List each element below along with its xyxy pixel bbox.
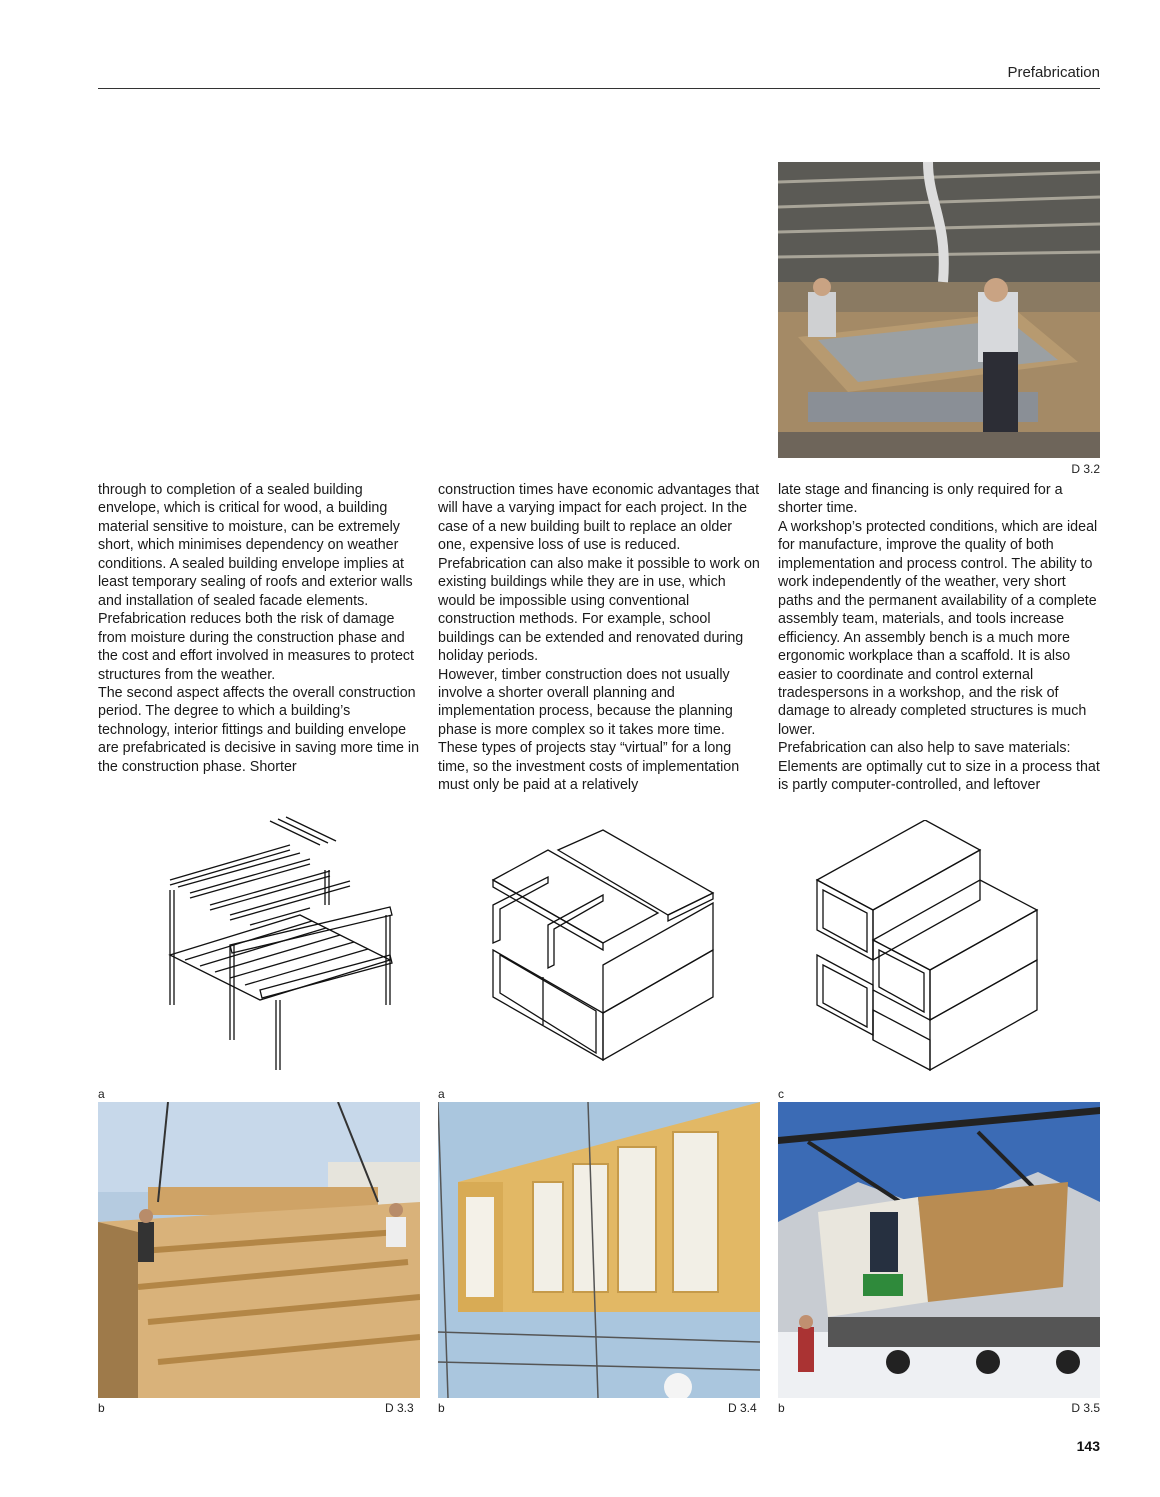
frame-construction-drawing — [150, 815, 420, 1075]
text-column-2 — [438, 481, 760, 795]
modular-construction-drawing — [815, 820, 1040, 1075]
facade-panel-photo — [438, 1102, 760, 1398]
page-number: 143 — [1076, 1438, 1100, 1454]
figure-label-b: b — [778, 1401, 785, 1415]
roof-joists — [170, 817, 350, 925]
paragraph: Prefabrication can also help to save materials: Elements are optimally cut to size in a process that is partly computer-controlled, and leftover — [778, 740, 1100, 794]
figure-id-d35: D 3.5 — [1071, 1401, 1100, 1415]
text-column-1 — [98, 481, 420, 776]
paragraph: late stage and financing is only required for a shorter time. — [778, 482, 1063, 517]
paragraph: The second aspect affects the overall construction period. The degree to which a building’s technology, interior fittings and building envelope are prefabricated is decisive in saving more time in the construction phase. Shorter — [98, 684, 420, 775]
paragraph: However, timber construction does not usually involve a shorter overall planning and implementation process, because the planning phase is more complex so it takes more time. These types of projects stay “virtual” for a long time, so the investment costs of implementation must only be paid at a relatively — [438, 666, 740, 794]
text-column-3 — [778, 481, 1100, 795]
figure-label-b: b — [98, 1401, 105, 1415]
figure-id-d33: D 3.3 — [385, 1401, 414, 1415]
figure-label-b: b — [438, 1401, 445, 1415]
factory-assembly-photo — [778, 162, 1100, 458]
paragraph: A workshop’s protected conditions, which are ideal for manufacture, improve the quality of both implementation and process control. The ability to work independently of the weather, very short paths and the permanent availability of a complete assembly team, materials, and tools increase efficiency. An assembly bench is a much more ergonomic workplace than a scaffold. It is also easier to coordinate and control external tradespersons in a workshop, and the risk of damage to already completed structures is much lower. — [778, 518, 1098, 738]
figure-id-d32: D 3.2 — [1071, 462, 1100, 476]
paragraph: construction times have economic advantages that will have a varying impact for each project. In the case of a new building built to replace an older one, expensive loss of use is reduced. Prefabrication can also make it possible to work on existing buildings while they are in use, which would be impossible using conventional construction methods. For example, school buildings can be extended and renovated during holiday periods. — [438, 482, 760, 665]
paragraph: through to completion of a sealed building envelope, which is critical for wood, a building material sensitive to moisture, can be extremely short, which minimises dependency on weather conditions. A sealed building envelope implies at least temporary sealing of roofs and exterior walls and installation of sealed facade elements. Prefabrication reduces both the risk of damage from moisture during the construction phase and the cost and effort involved in measures to protect structures from the weather. — [98, 482, 415, 683]
figure-label-a: a — [98, 1087, 105, 1101]
running-header-title: Prefabrication — [1007, 64, 1100, 81]
panel-construction-drawing — [488, 825, 718, 1070]
module-transport-photo — [778, 1102, 1100, 1398]
figure-id-d34: D 3.4 — [728, 1401, 757, 1415]
floor-frame — [170, 907, 392, 1000]
figure-label-c: c — [778, 1087, 784, 1101]
floor-joists-site-photo — [98, 1102, 420, 1398]
header-rule — [98, 88, 1100, 89]
figure-label-a: a — [438, 1087, 445, 1101]
